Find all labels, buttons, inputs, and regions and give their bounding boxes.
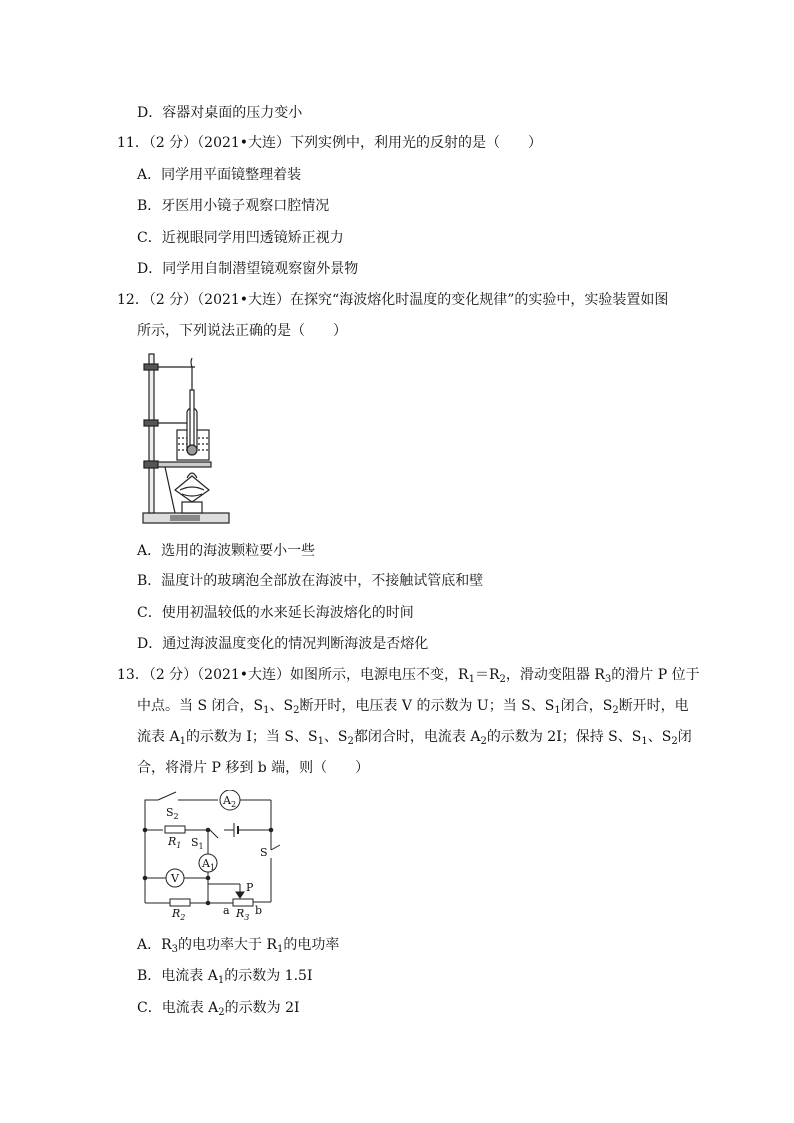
label-r2: $R_2$ <box>172 907 186 920</box>
circuit-diagram <box>138 790 288 920</box>
q12-option-a: A．选用的海波颗粒要小一些 <box>137 543 316 559</box>
label-a-end: a <box>223 904 230 917</box>
q13-option-a: A．$R_3$的电功率大于 $R_1$的电功率 <box>137 937 340 955</box>
label-p: P <box>246 881 254 894</box>
q12-option-b: B．温度计的玻璃泡全部放在海波中，不接触试管底和壁 <box>137 573 484 589</box>
label-s1: $S_1$ <box>191 836 204 851</box>
label-b-end: b <box>255 904 263 917</box>
melting-apparatus-figure <box>140 350 235 528</box>
label-s2: $S_2$ <box>166 806 179 821</box>
q11-option-b: B．牙医用小镜子观察口腔情况 <box>137 198 330 214</box>
q12-option-d: D．通过海波温度变化的情况判断海波是否熔化 <box>137 636 429 652</box>
q13-option-b: B．电流表 $A_1$的示数为 1.5I <box>137 968 313 986</box>
q13-stem-line2: 中点。当 S 闭合，$S_1$、$S_2$断开时，电压表 V 的示数为 U；当 S、$S_1$闭合，$S_2$断开时，电 <box>137 698 689 716</box>
q13-stem-line4: 合，将滑片 P 移到 b 端，则（ ） <box>137 760 370 776</box>
label-a2: $A_2$ <box>223 794 237 809</box>
label-r1: $R_1$ <box>168 835 182 850</box>
label-r3: $R_3$ <box>236 907 250 920</box>
q13-stem-line3: 流表 $A_1$的示数为 I；当 S、$S_1$、$S_2$都闭合时，电流表 $A_2$的示数为 2I；保持 S、$S_1$、$S_2$闭 <box>137 729 692 747</box>
prev-option-d: D．容器对桌面的压力变小 <box>137 105 303 121</box>
q12-option-c: C．使用初温较低的水来延长海波熔化的时间 <box>137 605 414 621</box>
q13-option-c: C．电流表 $A_2$的示数为 2I <box>137 1000 300 1018</box>
q12-stem-line2: 所示，下列说法正确的是（ ） <box>137 323 347 339</box>
q11-option-d: D．同学用自制潜望镜观察窗外景物 <box>137 261 359 277</box>
label-v: V <box>171 872 179 885</box>
q13-stem-line1: 13．（2 分）（2021•大连）如图所示，电源电压不变，$R_1=R_2$，滑动变阻器 $R_3$的滑片 P 位于 <box>117 667 700 685</box>
q12-stem-line1: 12．（2 分）（2021•大连）在探究“海波熔化时温度的变化规律”的实验中，实验装置如图 <box>117 292 669 308</box>
q11-option-c: C．近视眼同学用凹透镜矫正视力 <box>137 230 344 246</box>
q11-stem: 11．（2 分）（2021•大连）下列实例中，利用光的反射的是（ ） <box>117 135 543 151</box>
label-s: S <box>260 846 268 859</box>
q11-option-a: A．同学用平面镜整理着装 <box>137 167 302 183</box>
label-a1: $A_1$ <box>202 857 216 872</box>
